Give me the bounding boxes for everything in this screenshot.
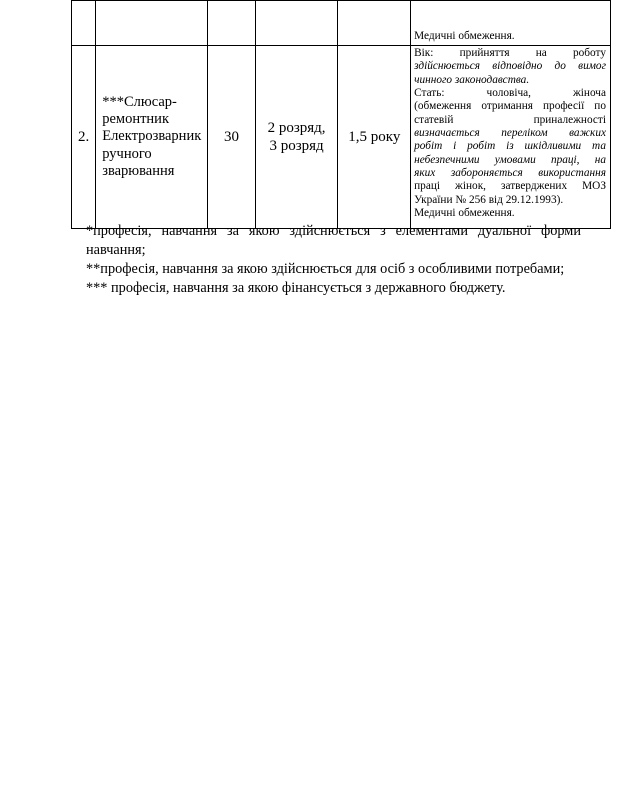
restriction-line: (обмеження отримання професії по	[414, 100, 606, 113]
row-number: 2.	[72, 46, 96, 229]
cell-count	[208, 1, 255, 46]
rank-line: 2 розряд,	[267, 120, 326, 136]
age-line: Вік: прийняття на роботу	[414, 47, 606, 59]
restriction-line: робіт і робіт із шкідливими та	[414, 140, 606, 153]
requirements-cell	[411, 46, 611, 229]
qualification-rank	[255, 46, 338, 229]
footnote-line: навчання;	[86, 242, 146, 258]
footnote-special-needs: **професія, навчання за якою здійснюється для осіб з особливими потребами;	[86, 261, 565, 277]
profession-line: ручного	[102, 145, 152, 162]
restriction-line: статевій приналежності	[414, 113, 606, 126]
profession-line: Електрозварник	[102, 128, 202, 145]
footnote-dual	[86, 222, 581, 260]
cell-term	[338, 1, 411, 46]
cell-requirements	[411, 1, 611, 46]
profession-line: ***Слюсар-	[102, 93, 177, 110]
rank-line: 3 розряд	[269, 138, 324, 154]
professions-table	[71, 0, 611, 229]
student-count: 30	[208, 46, 255, 229]
table-row	[72, 46, 611, 229]
gender-line: Стать: чоловіча, жіноча	[414, 86, 606, 99]
restriction-line: України № 256 від 29.12.1993).	[414, 193, 564, 206]
medical-line: Медичні обмеження.	[414, 206, 515, 219]
profession-line: ремонтник	[102, 110, 169, 127]
footnote-state-budget: *** професія, навчання за якою фінансується з державного бюджету.	[86, 280, 506, 296]
study-term: 1,5 року	[338, 46, 411, 229]
cell-rank	[255, 1, 338, 46]
restriction-line: яких забороняється використання	[414, 166, 606, 179]
requirements-medical-text: Медичні обмеження.	[414, 29, 515, 42]
cell-profession	[96, 1, 208, 46]
profession-line: зварювання	[102, 163, 175, 180]
restriction-line: визначається переліком важких	[414, 126, 606, 139]
table-row	[72, 1, 611, 46]
profession-name	[96, 46, 208, 229]
restriction-line: небезпечними умовами праці, на	[414, 153, 606, 166]
age-line: здійснюється відповідно до вимог	[414, 60, 606, 73]
age-line: чинного законодавства.	[414, 73, 530, 86]
restriction-line: праці жінок, затверджених МОЗ	[414, 180, 606, 193]
cell-number	[72, 1, 96, 46]
footnote-line: *професія, навчання за якою здійснюється з елементами дуальної форми	[86, 223, 581, 239]
footnotes	[86, 222, 581, 298]
